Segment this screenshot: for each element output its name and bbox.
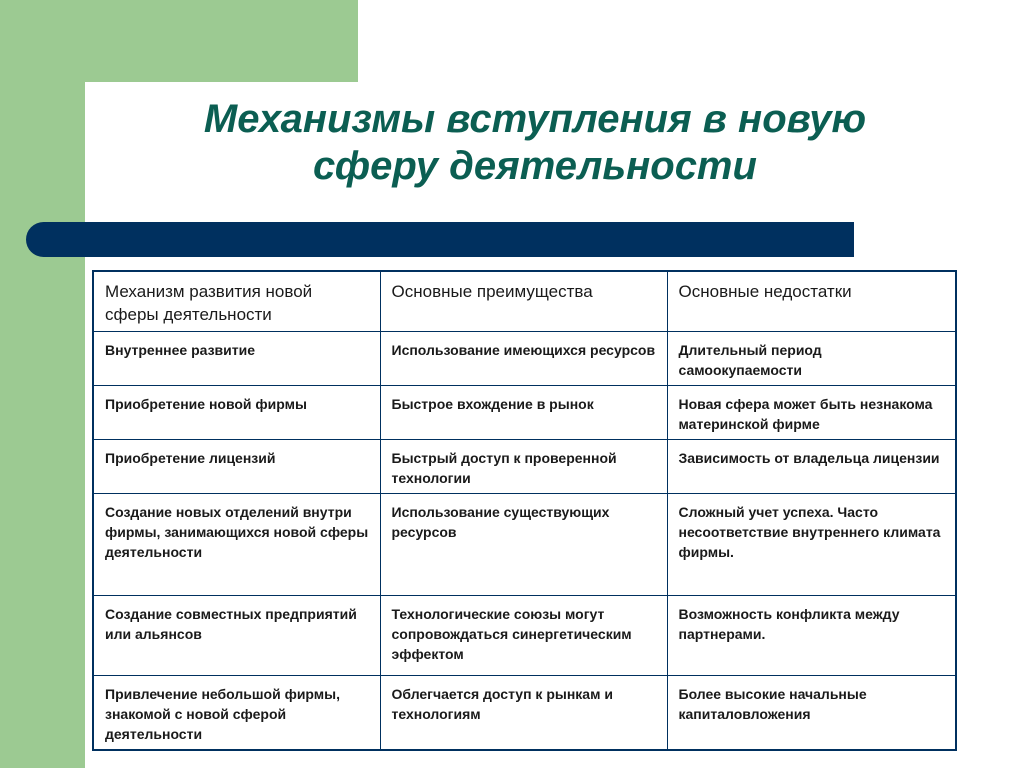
cell-disadvantage: Более высокие начальные капиталовложения [667,676,956,751]
cell-mechanism: Создание новых отделений внутри фирмы, занимающихся новой сферы деятельности [93,494,380,596]
table-row [93,440,956,494]
table-row [93,676,956,751]
cell-mechanism: Создание совместных предприятий или альянсов [93,596,380,676]
cell-advantage: Облегчается доступ к рынкам и технологиям [380,676,667,751]
cell-disadvantage: Новая сфера может быть незнакома материнской фирме [667,386,956,440]
top-green-block [85,0,358,82]
cell-disadvantage: Длительный период самоокупаемости [667,332,956,386]
cell-advantage: Использование существующих ресурсов [380,494,667,596]
header-mechanism: Механизм развития новой сферы деятельности [93,271,380,332]
cell-advantage: Быстрый доступ к проверенной технологии [380,440,667,494]
cell-disadvantage: Зависимость от владельца лицензии [667,440,956,494]
cell-mechanism: Приобретение лицензий [93,440,380,494]
cell-disadvantage: Возможность конфликта между партнерами. [667,596,956,676]
header-advantages: Основные преимущества [380,271,667,332]
cell-mechanism: Привлечение небольшой фирмы, знакомой с новой сферой деятельности [93,676,380,751]
header-disadvantages: Основные недостатки [667,271,956,332]
table-row [93,596,956,676]
table-row [93,386,956,440]
table-row [93,494,956,596]
cell-advantage: Использование имеющихся ресурсов [380,332,667,386]
table-header-row [93,271,956,332]
slide-title [110,96,960,190]
cell-mechanism: Внутреннее развитие [93,332,380,386]
cell-advantage: Технологические союзы могут сопровождаться синергетическим эффектом [380,596,667,676]
cell-disadvantage: Сложный учет успеха. Часто несоответствие внутреннего климата фирмы. [667,494,956,596]
left-green-stripe [0,0,85,768]
slide-title-line-2: сферу деятельности [313,144,757,188]
cell-mechanism: Приобретение новой фирмы [93,386,380,440]
navy-divider-bar [26,222,854,257]
slide-title-line-1: Механизмы вступления в новую [203,97,867,141]
comparison-table-wrapper [92,270,957,751]
cell-advantage: Быстрое вхождение в рынок [380,386,667,440]
table-row [93,332,956,386]
comparison-table [92,270,957,751]
